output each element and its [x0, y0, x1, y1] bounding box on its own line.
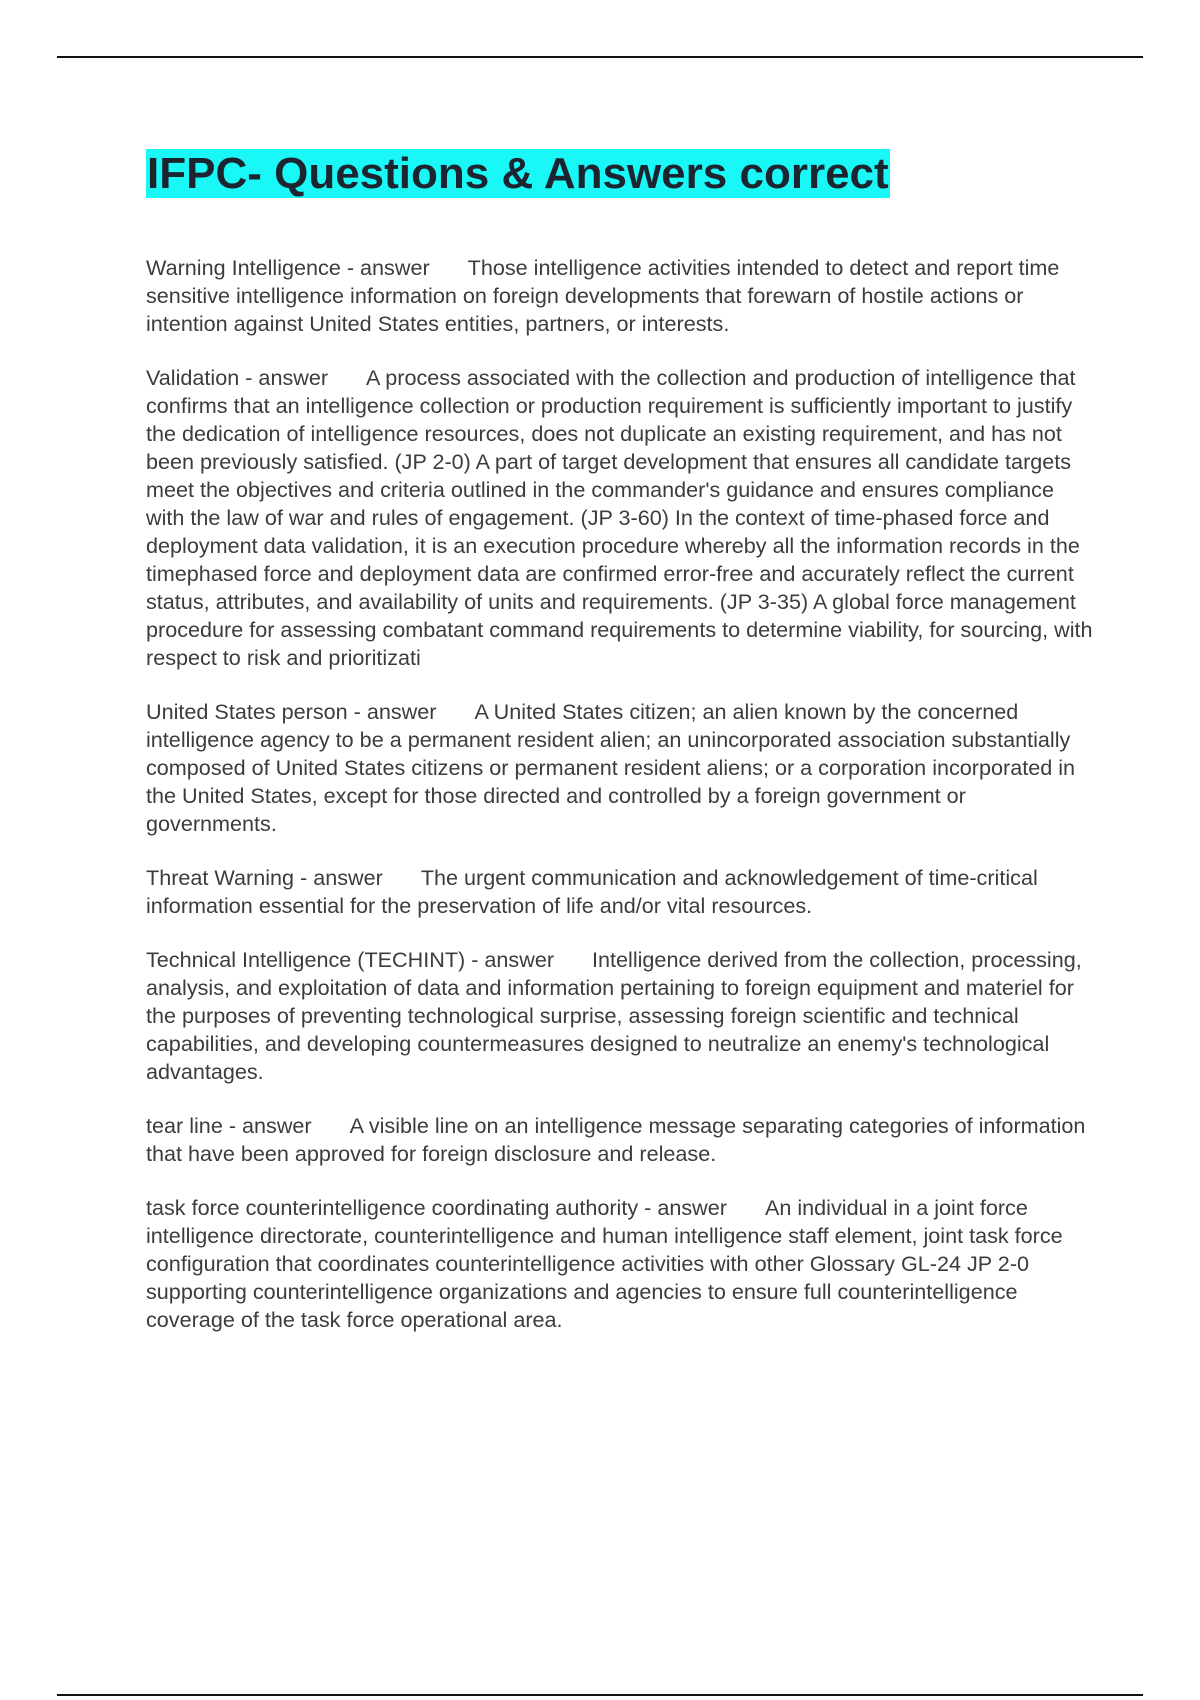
- entry-term: task force counterintelligence coordinating authority - answer: [146, 1195, 727, 1220]
- entry-term: Threat Warning - answer: [146, 865, 383, 890]
- entry-technical-intelligence: [146, 946, 1096, 1086]
- entry-definition: An individual in a joint force intelligence directorate, counterintelligence and human intelligence staff element, joint task force configuration that coordinates counterintelligence activities with other Glossary GL-24 JP 2-0 supporting counterintelligence organizations and agencies to ensure full counterintelligence coverage of the task force operational area.: [146, 1195, 1063, 1332]
- entry-list: [146, 254, 1096, 1334]
- page-title-text: IFPC- Questions & Answers correct: [147, 149, 889, 198]
- entry-definition: Intelligence derived from the collection, processing, analysis, and exploitation of data and information pertaining to foreign equipment and materiel for the purposes of preventing technological surprise, assessing foreign scientific and technical capabilities, and developing countermeasures designed to neutralize an enemy's technological advantages.: [146, 947, 1082, 1084]
- entry-definition: A process associated with the collection and production of intelligence that confirms that an intelligence collection or production requirement is sufficiently important to justify the dedication of intelligence resources, does not duplicate an existing requirement, and has not been previously satisfied. (JP 2-0) A part of target development that ensures all candidate targets meet the objectives and criteria outlined in the commander's guidance and ensures compliance with the law of war and rules of engagement. (JP 3-60) In the context of time-phased force and deployment data validation, it is an execution procedure whereby all the information records in the timephased force and deployment data are confirmed error-free and accurately reflect the current status, attributes, and availability of units and requirements. (JP 3-35) A global force management procedure for assessing combatant command requirements to determine viability, for sourcing, with respect to risk and prioritizati: [146, 365, 1093, 670]
- entry-united-states-person: [146, 698, 1096, 838]
- entry-threat-warning: [146, 864, 1096, 920]
- entry-task-force-ci-authority: [146, 1194, 1096, 1334]
- entry-definition: The urgent communication and acknowledgement of time-critical information essential for the preservation of life and/or vital resources.: [146, 865, 1038, 918]
- entry-validation: [146, 364, 1096, 672]
- entry-tear-line: [146, 1112, 1096, 1168]
- entry-term: Validation - answer: [146, 365, 329, 390]
- entry-definition: A visible line on an intelligence message separating categories of information that have been approved for foreign disclosure and release.: [146, 1113, 1086, 1166]
- entry-definition: Those intelligence activities intended to detect and report time sensitive intelligence information on foreign developments that forewarn of hostile actions or intention against United States entities, partners, or interests.: [146, 255, 1060, 336]
- entry-definition: A United States citizen; an alien known by the concerned intelligence agency to be a permanent resident alien; an unincorporated association substantially composed of United States citizens or permanent resident aliens; or a corporation incorporated in the United States, except for those directed and controlled by a foreign government or governments.: [146, 699, 1076, 836]
- footer-rule: [57, 1694, 1143, 1696]
- entry-term: tear line - answer: [146, 1113, 312, 1138]
- document-body: [146, 146, 1096, 1360]
- page-title: [146, 146, 1096, 202]
- entry-warning-intelligence: [146, 254, 1096, 338]
- entry-term: Warning Intelligence - answer: [146, 255, 430, 280]
- header-rule: [57, 56, 1143, 58]
- entry-term: Technical Intelligence (TECHINT) - answer: [146, 947, 555, 972]
- entry-term: United States person - answer: [146, 699, 437, 724]
